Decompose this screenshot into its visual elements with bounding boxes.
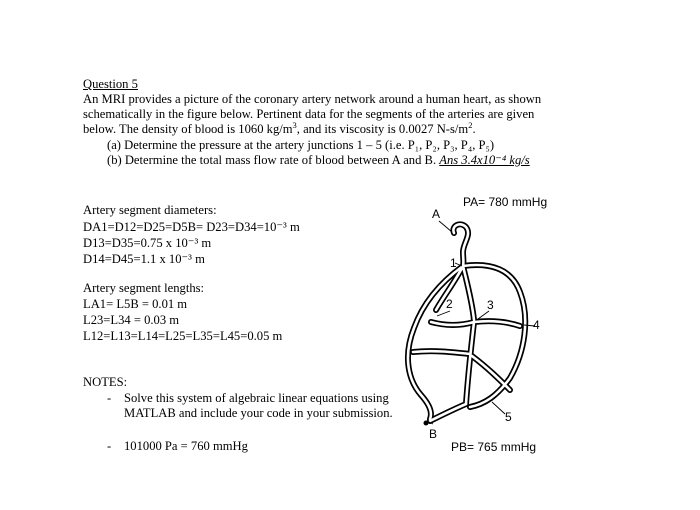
note-2-dash: - <box>107 439 112 453</box>
part-a: (a) Determine the pressure at the artery junctions 1 – 5 (i.e. P₁, P₂, P₃, P₄, P₅) <box>107 138 495 152</box>
lengths-row-1: LA1= L5B = 0.01 m <box>83 297 188 311</box>
diameters-heading: Artery segment diameters: <box>83 203 217 217</box>
diameters-row-3: D14=D45=1.1 x 10⁻³ m <box>83 252 205 266</box>
pointer-a <box>439 221 452 232</box>
label-a: A <box>432 207 441 221</box>
answer: Ans 3.4x10⁻⁴ kg/s <box>439 153 530 167</box>
pointer-3 <box>478 311 489 319</box>
note-1-dash: - <box>107 391 112 405</box>
diameters-row-1: DA1=D12=D25=D5B= D23=D34=10⁻³ m <box>83 220 300 234</box>
pointer-5 <box>492 402 505 414</box>
notes-heading: NOTES: <box>83 375 128 389</box>
junction-1-label: 1 <box>450 256 457 270</box>
question-text-line-2: schematically in the figure below. Pertinent data for the segments of the arteries are given <box>83 107 535 121</box>
pointer-2 <box>437 311 450 316</box>
note-1: Solve this system of algebraic linear equations using MATLAB and include your code in your submission. <box>124 391 393 420</box>
lengths-row-2: L23=L34 = 0.03 m <box>83 313 180 327</box>
junction-5-label: 5 <box>505 410 512 424</box>
pb-label: PB= 765 mmHg <box>451 440 537 454</box>
vessel-outer-left <box>408 266 463 419</box>
junction-3-label: 3 <box>487 298 494 312</box>
junction-2-label: 2 <box>446 297 453 311</box>
question-text-line-3: below. The density of blood is 1060 $kg/m^3$, and its viscosity is 0.0027 $N-s/m^2$. <box>83 120 476 136</box>
question-title: Question 5 <box>83 77 138 91</box>
diameters-row-2: D13=D35=0.75 x 10⁻³ m <box>83 236 212 250</box>
lengths-heading: Artery segment lengths: <box>83 281 205 295</box>
question-text-line-1: An MRI provides a picture of the coronary artery network around a human heart, as shown <box>83 92 542 106</box>
junction-b-marker <box>424 421 429 426</box>
junction-4-label: 4 <box>533 318 540 332</box>
label-b: B <box>429 427 438 441</box>
note-2: 101000 Pa = 760 mmHg <box>124 439 248 453</box>
lengths-row-3: L12=L13=L14=L25=L35=L45=0.05 m <box>83 329 283 343</box>
part-b: (b) Determine the total mass flow rate of blood between A and B. Ans 3.4x10⁻⁴ kg/s <box>107 153 530 167</box>
pa-label: PA= 780 mmHg <box>463 195 548 209</box>
